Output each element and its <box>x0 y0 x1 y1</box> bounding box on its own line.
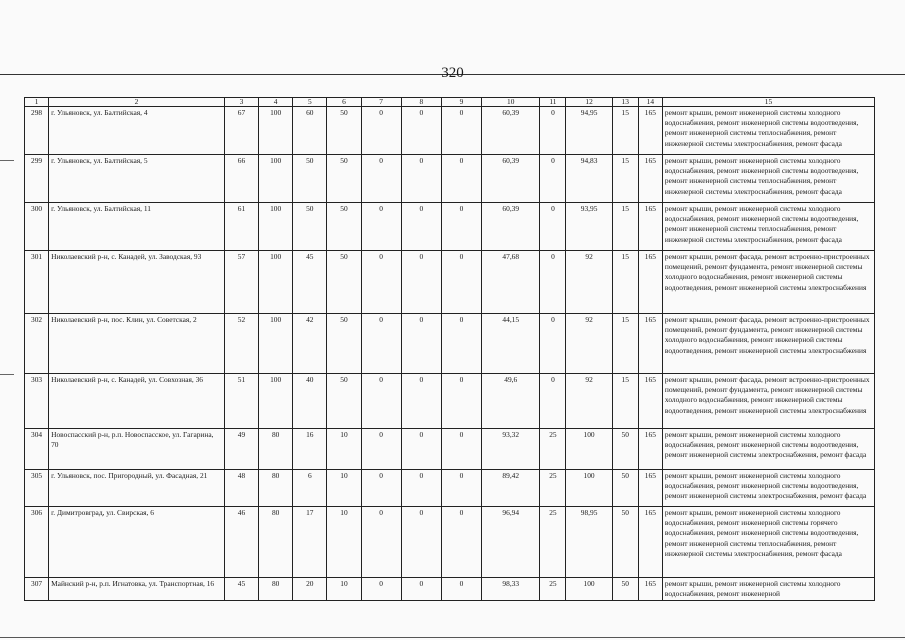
works-description-cell: ремонт крыши, ремонт инженерной системы холодного водоснабжения, ремонт инженерной системы водоотведения, ремонт инженерной системы теплоснабжения, ремонт инженерной системы электроснабжения, ремонт фасада <box>662 155 874 203</box>
value-cell: 100 <box>566 470 612 507</box>
value-cell: 40 <box>293 374 327 429</box>
value-cell: 10 <box>327 429 361 470</box>
value-cell: 165 <box>638 578 662 601</box>
value-cell: 0 <box>441 155 481 203</box>
value-cell: 0 <box>401 429 441 470</box>
value-cell: 0 <box>540 314 566 374</box>
value-cell: 93,95 <box>566 203 612 251</box>
value-cell: 165 <box>638 251 662 314</box>
value-cell: 165 <box>638 507 662 578</box>
value-cell: 6 <box>293 470 327 507</box>
table-row <box>25 470 875 507</box>
value-cell: 0 <box>361 374 401 429</box>
value-cell: 0 <box>401 314 441 374</box>
value-cell: 165 <box>638 470 662 507</box>
row-number-cell: 301 <box>25 251 49 314</box>
value-cell: 0 <box>361 107 401 155</box>
value-cell: 15 <box>612 251 638 314</box>
value-cell: 15 <box>612 314 638 374</box>
value-cell: 0 <box>401 203 441 251</box>
table-row <box>25 374 875 429</box>
value-cell: 16 <box>293 429 327 470</box>
table-row <box>25 507 875 578</box>
value-cell: 165 <box>638 155 662 203</box>
scan-bottom-rule <box>0 637 905 638</box>
value-cell: 165 <box>638 107 662 155</box>
value-cell: 80 <box>259 507 293 578</box>
value-cell: 92 <box>566 251 612 314</box>
address-cell: Николаевский р-н, пос. Клин, ул. Советская, 2 <box>49 314 225 374</box>
value-cell: 0 <box>441 374 481 429</box>
table-body <box>25 107 875 601</box>
value-cell: 67 <box>224 107 258 155</box>
value-cell: 25 <box>540 470 566 507</box>
value-cell: 0 <box>441 314 481 374</box>
column-header: 6 <box>327 98 361 107</box>
value-cell: 15 <box>612 155 638 203</box>
value-cell: 61 <box>224 203 258 251</box>
page-number: 320 <box>441 65 464 81</box>
value-cell: 17 <box>293 507 327 578</box>
value-cell: 60,39 <box>482 155 540 203</box>
row-number-cell: 306 <box>25 507 49 578</box>
value-cell: 0 <box>361 470 401 507</box>
value-cell: 0 <box>540 203 566 251</box>
value-cell: 80 <box>259 470 293 507</box>
row-number-cell: 300 <box>25 203 49 251</box>
value-cell: 50 <box>327 203 361 251</box>
value-cell: 0 <box>401 107 441 155</box>
column-header: 4 <box>259 98 293 107</box>
value-cell: 50 <box>327 155 361 203</box>
value-cell: 0 <box>441 107 481 155</box>
value-cell: 20 <box>293 578 327 601</box>
value-cell: 50 <box>327 251 361 314</box>
row-number-cell: 307 <box>25 578 49 601</box>
value-cell: 0 <box>361 251 401 314</box>
row-number-cell: 298 <box>25 107 49 155</box>
value-cell: 94,83 <box>566 155 612 203</box>
value-cell: 60,39 <box>482 107 540 155</box>
table-header-row <box>25 98 875 107</box>
column-header: 9 <box>441 98 481 107</box>
address-cell: г. Ульяновск, ул. Балтийская, 5 <box>49 155 225 203</box>
address-cell: г. Ульяновск, ул. Балтийская, 11 <box>49 203 225 251</box>
value-cell: 44,15 <box>482 314 540 374</box>
value-cell: 50 <box>293 155 327 203</box>
value-cell: 89,42 <box>482 470 540 507</box>
value-cell: 93,32 <box>482 429 540 470</box>
value-cell: 100 <box>259 107 293 155</box>
value-cell: 0 <box>540 155 566 203</box>
column-header: 12 <box>566 98 612 107</box>
table-row <box>25 155 875 203</box>
address-cell: г. Ульяновск, ул. Балтийская, 4 <box>49 107 225 155</box>
value-cell: 50 <box>327 314 361 374</box>
value-cell: 0 <box>540 107 566 155</box>
column-header: 13 <box>612 98 638 107</box>
value-cell: 0 <box>441 578 481 601</box>
value-cell: 80 <box>259 429 293 470</box>
value-cell: 42 <box>293 314 327 374</box>
value-cell: 165 <box>638 374 662 429</box>
works-description-cell: ремонт крыши, ремонт инженерной системы холодного водоснабжения, ремонт инженерной системы водоотведения, ремонт инженерной системы теплоснабжения, ремонт инженерной системы электроснабжения, ремонт фасада <box>662 107 874 155</box>
value-cell: 100 <box>259 314 293 374</box>
value-cell: 0 <box>441 203 481 251</box>
value-cell: 0 <box>401 470 441 507</box>
works-description-cell: ремонт крыши, ремонт инженерной системы холодного водоснабжения, ремонт инженерной системы водоотведения, ремонт инженерной системы электроснабжения, ремонт фасада <box>662 470 874 507</box>
value-cell: 100 <box>259 155 293 203</box>
value-cell: 80 <box>259 578 293 601</box>
value-cell: 51 <box>224 374 258 429</box>
works-description-cell: ремонт крыши, ремонт инженерной системы холодного водоснабжения, ремонт инженерной системы водоотведения, ремонт инженерной системы электроснабжения, ремонт фасада <box>662 429 874 470</box>
value-cell: 0 <box>401 155 441 203</box>
value-cell: 0 <box>441 470 481 507</box>
table-row <box>25 203 875 251</box>
value-cell: 66 <box>224 155 258 203</box>
value-cell: 57 <box>224 251 258 314</box>
column-header: 8 <box>401 98 441 107</box>
value-cell: 50 <box>612 470 638 507</box>
value-cell: 0 <box>401 507 441 578</box>
value-cell: 49,6 <box>482 374 540 429</box>
works-description-cell: ремонт крыши, ремонт фасада, ремонт встроенно-пристроенных помещений, ремонт фундамента, ремонт инженерной системы холодного водоснабжения, ремонт инженерной системы водоотведения, ремонт инженерной системы электроснабжения <box>662 251 874 314</box>
works-description-cell: ремонт крыши, ремонт фасада, ремонт встроенно-пристроенных помещений, ремонт фундамента, ремонт инженерной системы холодного водоснабжения, ремонт инженерной системы водоотведения, ремонт инженерной системы электроснабжения <box>662 374 874 429</box>
value-cell: 10 <box>327 507 361 578</box>
address-cell: Майнский р-н, р.п. Игнатовка, ул. Транспортная, 16 <box>49 578 225 601</box>
works-description-cell: ремонт крыши, ремонт инженерной системы холодного водоснабжения, ремонт инженерной системы горячего водоснабжения, ремонт инженерной системы водоотведения, ремонт инженерной системы теплоснабжения, ремонт инженерной системы электроснабжения, ремонт фасада <box>662 507 874 578</box>
value-cell: 50 <box>612 578 638 601</box>
value-cell: 100 <box>259 251 293 314</box>
value-cell: 15 <box>612 107 638 155</box>
address-cell: Новоспасский р-н, р.п. Новоспасское, ул. Гагарина, 70 <box>49 429 225 470</box>
value-cell: 92 <box>566 374 612 429</box>
row-number-cell: 304 <box>25 429 49 470</box>
value-cell: 98,33 <box>482 578 540 601</box>
works-description-cell: ремонт крыши, ремонт инженерной системы холодного водоснабжения, ремонт инженерной <box>662 578 874 601</box>
value-cell: 50 <box>293 203 327 251</box>
column-header: 1 <box>25 98 49 107</box>
address-cell: г. Ульяновск, пос. Пригородный, ул. Фасадная, 21 <box>49 470 225 507</box>
address-cell: г. Димитровград, ул. Свирская, 6 <box>49 507 225 578</box>
works-description-cell: ремонт крыши, ремонт фасада, ремонт встроенно-пристроенных помещений, ремонт фундамента, ремонт инженерной системы холодного водоснабжения, ремонт инженерной системы водоотведения, ремонт инженерной системы электроснабжения <box>662 314 874 374</box>
table-row <box>25 107 875 155</box>
value-cell: 0 <box>361 203 401 251</box>
value-cell: 98,95 <box>566 507 612 578</box>
table-row <box>25 429 875 470</box>
value-cell: 0 <box>361 507 401 578</box>
column-header: 3 <box>224 98 258 107</box>
value-cell: 0 <box>401 578 441 601</box>
value-cell: 15 <box>612 203 638 251</box>
value-cell: 52 <box>224 314 258 374</box>
value-cell: 60 <box>293 107 327 155</box>
value-cell: 100 <box>259 203 293 251</box>
column-header: 11 <box>540 98 566 107</box>
data-table <box>24 97 875 601</box>
value-cell: 48 <box>224 470 258 507</box>
address-cell: Николаевский р-н, с. Канадей, ул. Заводская, 93 <box>49 251 225 314</box>
value-cell: 47,68 <box>482 251 540 314</box>
value-cell: 0 <box>401 251 441 314</box>
value-cell: 49 <box>224 429 258 470</box>
row-number-cell: 303 <box>25 374 49 429</box>
column-header: 5 <box>293 98 327 107</box>
table-row <box>25 578 875 601</box>
value-cell: 165 <box>638 429 662 470</box>
margin-tick <box>0 374 14 375</box>
address-cell: Николаевский р-н, с. Канадей, ул. Совхозная, 36 <box>49 374 225 429</box>
value-cell: 0 <box>441 507 481 578</box>
row-number-cell: 302 <box>25 314 49 374</box>
column-header: 10 <box>482 98 540 107</box>
value-cell: 100 <box>566 578 612 601</box>
table-row <box>25 314 875 374</box>
value-cell: 25 <box>540 429 566 470</box>
value-cell: 45 <box>224 578 258 601</box>
value-cell: 0 <box>361 155 401 203</box>
value-cell: 0 <box>361 429 401 470</box>
value-cell: 94,95 <box>566 107 612 155</box>
value-cell: 15 <box>612 374 638 429</box>
value-cell: 10 <box>327 578 361 601</box>
value-cell: 0 <box>361 578 401 601</box>
value-cell: 10 <box>327 470 361 507</box>
value-cell: 0 <box>540 374 566 429</box>
table-row <box>25 251 875 314</box>
column-header: 14 <box>638 98 662 107</box>
value-cell: 96,94 <box>482 507 540 578</box>
value-cell: 0 <box>401 374 441 429</box>
value-cell: 92 <box>566 314 612 374</box>
value-cell: 25 <box>540 578 566 601</box>
value-cell: 0 <box>540 251 566 314</box>
row-number-cell: 299 <box>25 155 49 203</box>
value-cell: 0 <box>361 314 401 374</box>
margin-tick <box>0 160 14 161</box>
row-number-cell: 305 <box>25 470 49 507</box>
column-header: 7 <box>361 98 401 107</box>
value-cell: 50 <box>327 374 361 429</box>
value-cell: 46 <box>224 507 258 578</box>
column-header: 2 <box>49 98 225 107</box>
value-cell: 165 <box>638 314 662 374</box>
value-cell: 45 <box>293 251 327 314</box>
value-cell: 0 <box>441 429 481 470</box>
value-cell: 50 <box>612 507 638 578</box>
value-cell: 0 <box>441 251 481 314</box>
value-cell: 25 <box>540 507 566 578</box>
value-cell: 60,39 <box>482 203 540 251</box>
value-cell: 50 <box>612 429 638 470</box>
column-header: 15 <box>662 98 874 107</box>
value-cell: 165 <box>638 203 662 251</box>
value-cell: 100 <box>259 374 293 429</box>
value-cell: 50 <box>327 107 361 155</box>
works-description-cell: ремонт крыши, ремонт инженерной системы холодного водоснабжения, ремонт инженерной системы водоотведения, ремонт инженерной системы теплоснабжения, ремонт инженерной системы электроснабжения, ремонт фасада <box>662 203 874 251</box>
value-cell: 100 <box>566 429 612 470</box>
